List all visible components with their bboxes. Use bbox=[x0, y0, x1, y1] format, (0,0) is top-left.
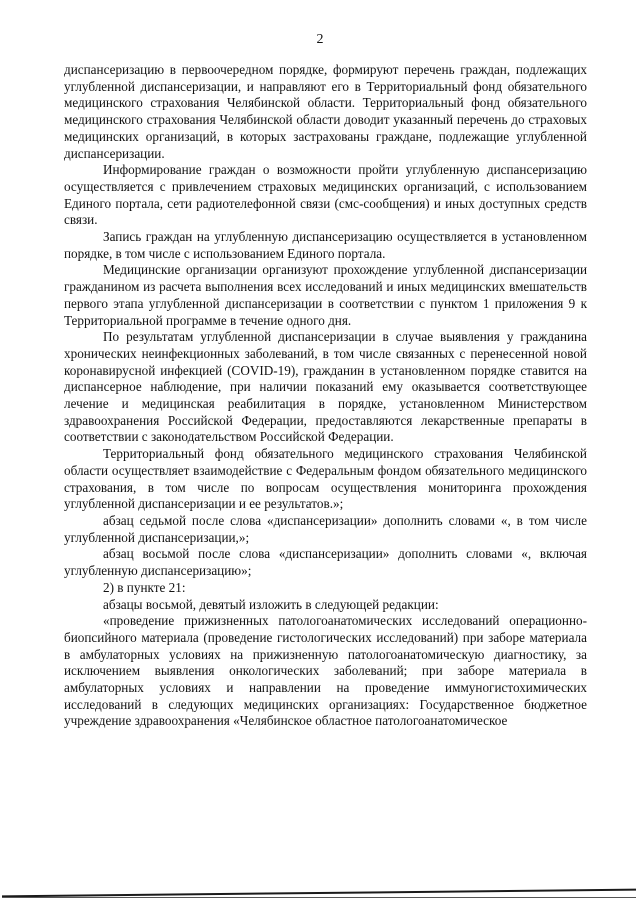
paragraph: Территориальный фонд обязательного медицинского страхования Челябинской области осуществляет взаимодействие с Федеральным фондом обязательного медицинского страхования, в том числе по вопросам осуществления мониторинга прохождения углубленной диспансеризации и ее результатов.»; bbox=[64, 446, 587, 512]
paragraph: абзац седьмой после слова «диспансеризации» дополнить словами «, в том числе углубленной диспансеризации,»; bbox=[64, 512, 587, 545]
document-body bbox=[64, 62, 587, 730]
paragraph: абзацы восьмой, девятый изложить в следующей редакции: bbox=[103, 596, 439, 612]
paragraph: «проведение прижизненных патологоанатомических исследований операционно-биопсийного материала (проведение гистологических исследований) при заборе материала в амбулаторных условиях на прижизненную патологоанатомическую диагностику, за исключением выявления онкологических заболеваний; при заборе материала в амбулаторных условиях и направлении на проведение иммуногистохимических исследований в следующих медицинских организациях: Государственное бюджетное учреждение здравоохранения «Челябинское областное патологоанатомическое bbox=[64, 613, 587, 729]
paragraph: Запись граждан на углубленную диспансеризацию осуществляется в установленном порядке, в том числе с использованием Единого портала. bbox=[64, 229, 587, 261]
scan-edge-mark bbox=[0, 880, 640, 905]
paragraph: Информирование граждан о возможности пройти углубленную диспансеризацию осуществляется с привлечением страховых медицинских организаций, с использованием Единого портала, сети радиотелефонной связи (смс-сообщения) и иных доступных средств связи. bbox=[64, 162, 587, 228]
paragraph: По результатам углубленной диспансеризации в случае выявления у гражданина хронических неинфекционных заболеваний, в том числе связанных с перенесенной новой коронавирусной инфекцией (COVID-19), гражданин в установленном порядке ставится на диспансерное наблюдение, при наличии показаний ему оказывается соответствующее лечение и медицинская реабилитация в порядке, установленном Министерством здравоохранения Российской Федерации, предоставляются лекарственные препараты в соответствии с законодательством Российской Федерации. bbox=[64, 329, 587, 445]
paragraph: диспансеризацию в первоочередном порядке, формируют перечень граждан, подлежащих углубленной диспансеризации, и направляют его в Территориальный фонд обязательного медицинского страхования Челябинской области. Территориальный фонд обязательного медицинского страхования Челябинской области доводит указанный перечень до страховых медицинских организаций, в которых застрахованы граждане, подлежащие углубленной диспансеризации. bbox=[64, 62, 587, 161]
page-number: 2 bbox=[316, 32, 324, 47]
paragraph: 2) в пункте 21: bbox=[103, 579, 186, 595]
paragraph: Медицинские организации организуют прохождение углубленной диспансеризации гражданином из расчета выполнения всех исследований и иных медицинских вмешательств первого этапа углубленной диспансеризации в соответствии с пунктом 1 приложения 9 к Территориальной программе в течение одного дня. bbox=[64, 262, 587, 328]
paragraph: абзац восьмой после слова «диспансеризации» дополнить словами «, включая углубленную диспансеризацию»; bbox=[64, 546, 587, 579]
